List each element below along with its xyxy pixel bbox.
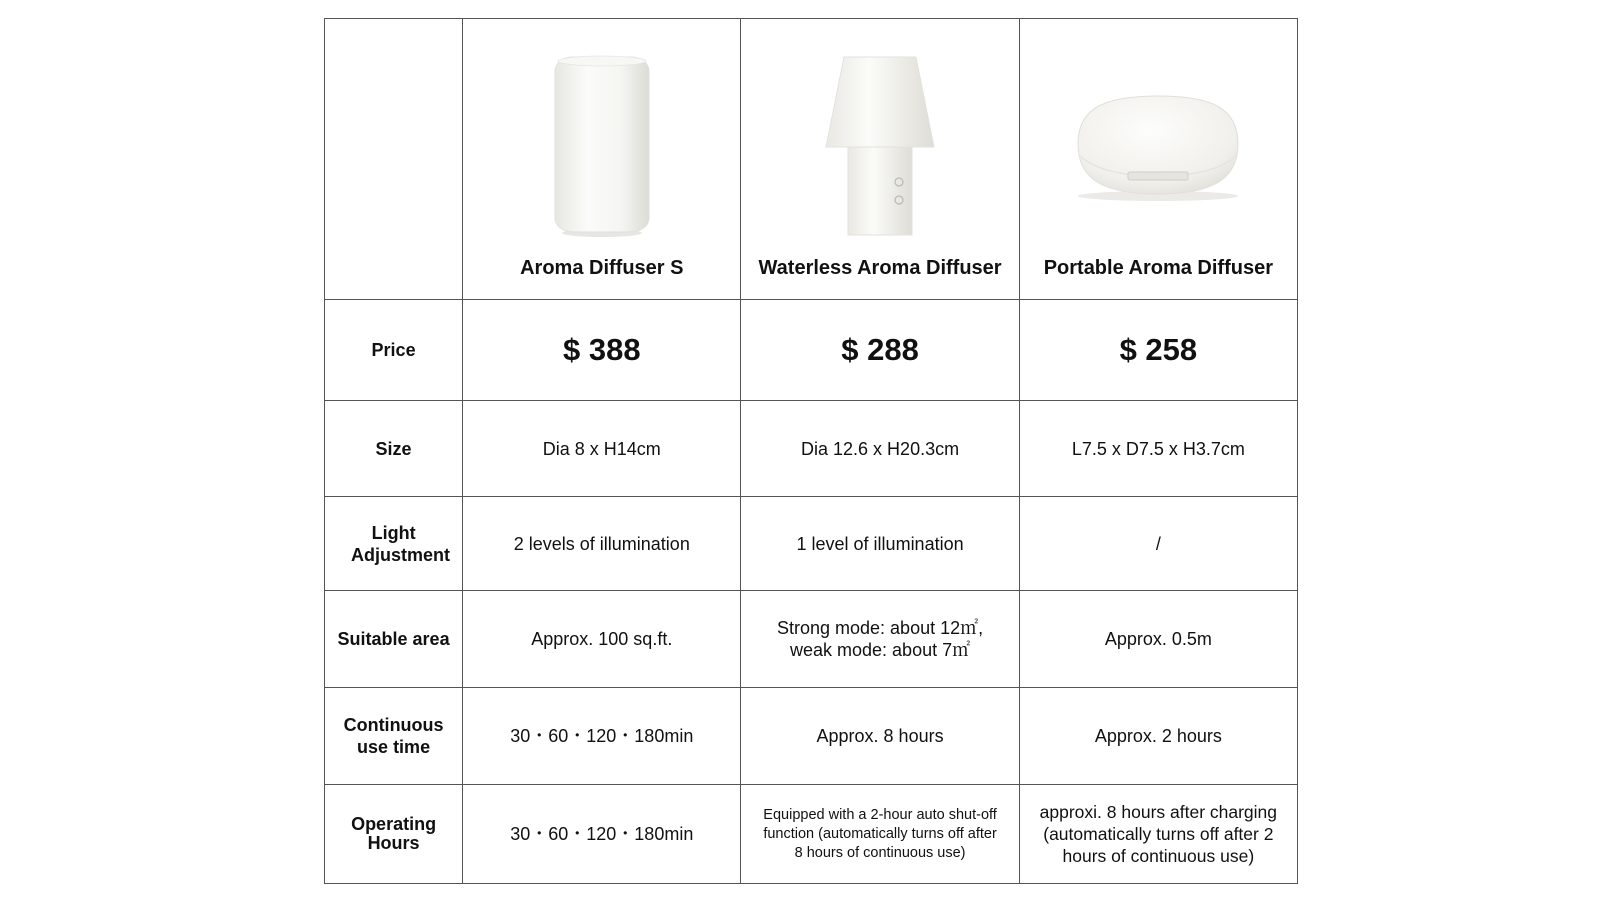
light-adjustment-value: 1 level of illumination [741,497,1019,591]
light-adjustment-value: / [1019,497,1297,591]
product-header-cell [741,19,1019,300]
operating-hours-value: 30・60・120・180min [463,785,741,884]
product-header-cell [1019,19,1297,300]
row-label-light-adjustment [325,497,463,591]
operating-hours-value [1019,785,1297,884]
pebble-diffuser-icon [1020,39,1297,249]
size-value: Dia 12.6 x H20.3cm [741,401,1019,497]
row-label-text: Continuous use time [343,715,444,757]
size-row [325,401,1298,497]
continuous-use-value: Approx. 8 hours [741,688,1019,785]
row-label-text: Operating Hours [351,814,437,853]
suitable-area-value: Approx. 100 sq.ft. [463,591,741,688]
lamp-diffuser-icon [741,39,1018,249]
row-label-suitable-area: Suitable area [325,591,463,688]
size-value: Dia 8 x H14cm [463,401,741,497]
row-label-price: Price [325,300,463,401]
row-label-size: Size [325,401,463,497]
operating-hours-text: Equipped with a 2-hour auto shut-off function (automatically turns off after 8 hours of continuous use) [763,806,997,861]
product-header-row [325,19,1298,300]
operating-hours-value [741,785,1019,884]
suitable-area-value: Approx. 0.5m [1019,591,1297,688]
continuous-use-value: Approx. 2 hours [1019,688,1297,785]
price-row [325,300,1298,401]
size-value: L7.5 x D7.5 x H3.7cm [1019,401,1297,497]
price-value: $ 388 [463,300,741,401]
light-adjustment-row [325,497,1298,591]
light-adjustment-value: 2 levels of illumination [463,497,741,591]
product-name: Waterless Aroma Diffuser [758,257,1002,279]
suitable-area-row [325,591,1298,688]
continuous-use-row [325,688,1298,785]
product-name: Portable Aroma Diffuser [1043,257,1273,279]
operating-hours-row [325,785,1298,884]
comparison-table [324,18,1298,884]
row-label-text: Light Adjustment [351,522,450,565]
suitable-area-value: Strong mode: about 12㎡, weak mode: about 7㎡ [741,591,1019,688]
empty-corner-cell [325,19,463,300]
row-label-continuous-use [325,688,463,785]
product-name: Aroma Diffuser S [520,257,684,279]
product-header-cell [463,19,741,300]
row-label-operating-hours [325,785,463,884]
cylinder-diffuser-icon [463,39,740,249]
operating-hours-text: approxi. 8 hours after charging (automatically turns off after 2 hours of continuous use) [1039,802,1278,866]
price-value: $ 288 [741,300,1019,401]
continuous-use-value: 30・60・120・180min [463,688,741,785]
price-value: $ 258 [1019,300,1297,401]
